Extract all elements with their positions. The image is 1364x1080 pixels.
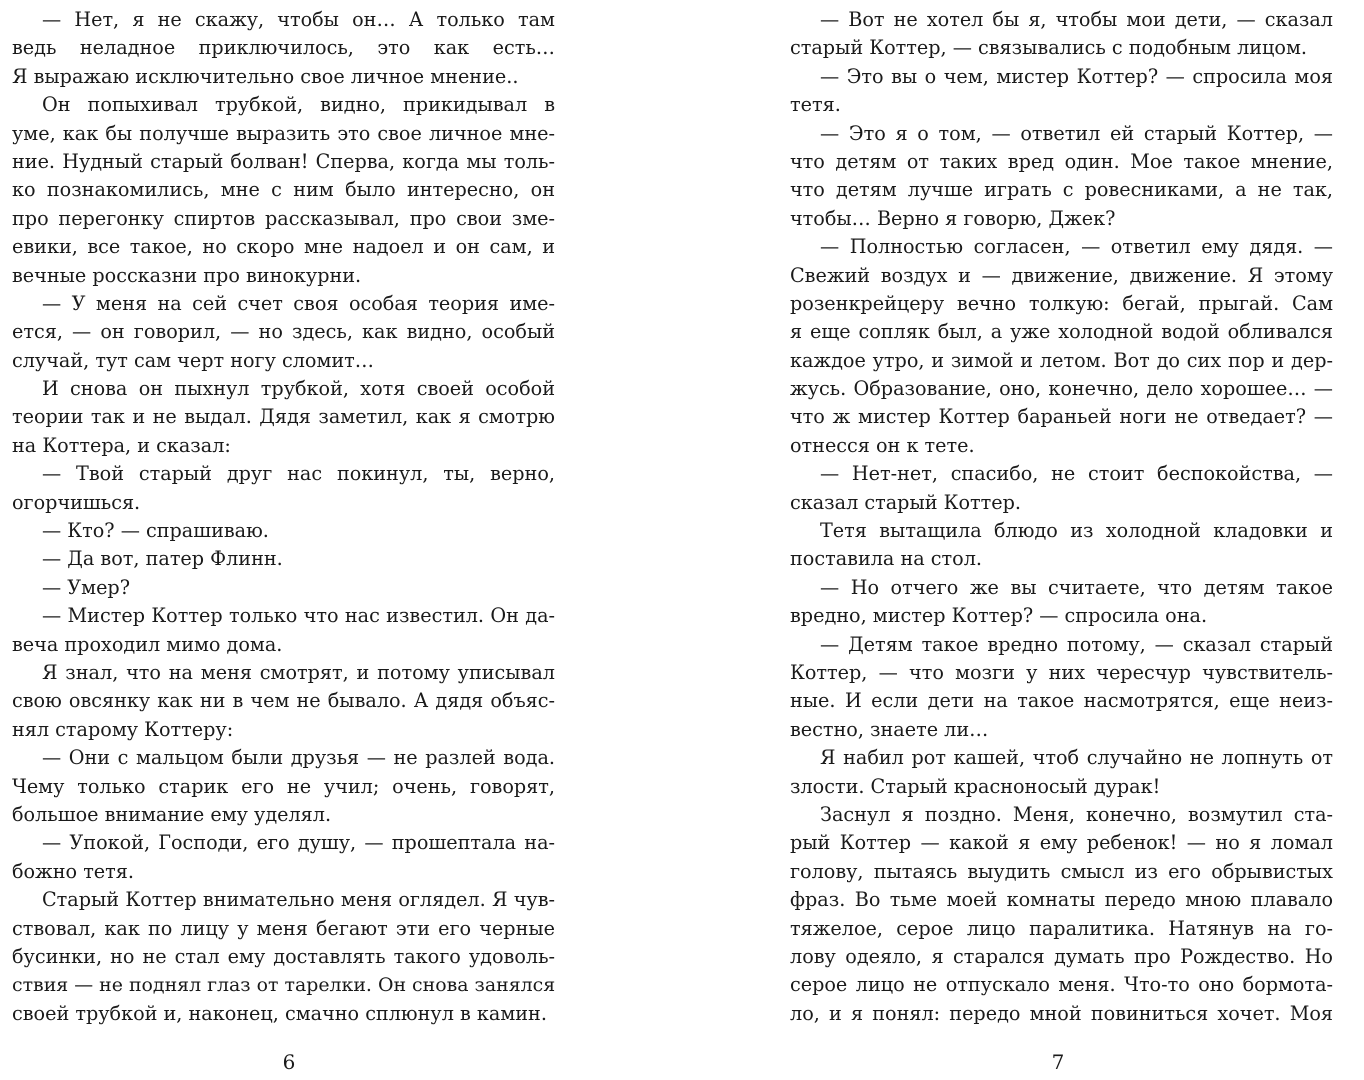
text-line: теории так и не выдал. Дядя заметил, как я смотрю [12,405,555,429]
text-line: Я знал, что на меня смотрят, и потому уписывал [42,660,555,684]
text-line: Заснул я поздно. Меня, конечно, возмутил ста- [820,802,1333,826]
text-line: тетя. [790,93,841,117]
text-line: — Упокой, Господи, его душу, — прошептала на- [42,831,555,855]
text-line: что детям от таких вред один. Мое такое мнение, [790,149,1333,173]
text-line: сказал старый Коттер. [790,490,1021,514]
text-line: ется, — он говорил, — но здесь, как видно, особый [12,320,555,344]
text-line: — Мистер Коттер только что нас известил. Он да- [42,604,555,628]
text-line: Я выражаю исключительно свое личное мнение.. [12,64,519,88]
page-number-right: 7 [1051,1050,1065,1074]
text-line: случай, тут сам черт ногу сломит… [12,348,374,372]
text-line: злости. Старый красноносый дурак! [790,774,1161,798]
text-line: — Нет-нет, спасибо, не стоит беспокойства, — [820,462,1333,486]
text-line: вредно, мистер Коттер? — спросила она. [790,604,1208,628]
text-line: каждое утро, и зимой и летом. Вот до сих пор и дер- [790,348,1333,372]
text-line: Старый Коттер внимательно меня оглядел. Я чув- [42,888,555,912]
text-line: евики, все такое, но скоро мне надоел и он сам, и [12,235,555,259]
text-line: бусинки, но не стал ему доставлять такого удоволь- [12,944,555,968]
text-line: я еще сопляк был, а уже холодной водой обливался [790,320,1333,344]
text-line: рый Коттер — какой я ему ребенок! — но я ломал [790,831,1333,855]
text-line: нял старому Коттеру: [12,717,234,741]
text-line: Я набил рот кашей, чтоб случайно не лопнуть от [820,746,1333,770]
text-line: про перегонку спиртов рассказывал, про свои зме- [12,206,555,230]
text-line: И снова он пыхнул трубкой, хотя своей особой [42,377,555,401]
text-line: своей трубкой и, наконец, смачно сплюнул в камин. [12,1001,547,1025]
text-line: ствовал, как по лицу у меня бегают эти его черные [12,916,555,940]
text-line: что ж мистер Коттер бараньей ноги не отведает? — [790,405,1333,429]
text-line: огорчишься. [12,490,141,514]
text-line: лову одеяло, я старался думать про Рождество. Но [790,944,1333,968]
text-line: ло, и я понял: передо мной повиниться хочет. Моя [790,1001,1333,1025]
text-line: жусь. Образование, оно, конечно, дело хорошее… — [790,377,1333,401]
text-line: отнесся он к тете. [790,433,975,457]
text-line: на Коттера, и сказал: [12,433,231,457]
text-line: — Да вот, патер Флинн. [42,547,283,571]
text-line: ко познакомились, мне с ним было интересно, он [12,178,555,202]
text-line: — У меня на сей счет своя особая теория име- [42,291,555,315]
text-line: уме, как бы получше выразить это свое личное мне- [12,121,555,145]
text-line: Чему только старик его не учил; очень, говорят, [12,774,555,798]
text-line: — Это я о том, — ответил ей старый Коттер, — [820,121,1333,145]
text-line: что детям лучше играть с ровесниками, а не так, [790,178,1333,202]
text-line: — Они с мальцом были друзья — не разлей вода. [42,746,555,770]
text-line: Коттер, — что мозги у них чересчур чувствитель- [790,660,1333,684]
text-line: — Умер? [42,575,131,599]
left-page [12,6,555,1028]
text-line: свою овсянку как ни в чем не бывало. А дядя объяс- [12,689,555,713]
text-line: чтобы… Верно я говорю, Джек? [790,206,1116,230]
text-line: ные. И если дети на такое насмотрятся, еще неиз- [790,689,1333,713]
text-line: ведь неладное приключилось, это как есть… [12,36,555,60]
text-line: ние. Нудный старый болван! Сперва, когда мы толь- [12,149,555,173]
text-line: Тетя вытащила блюдо из холодной кладовки и [820,519,1333,543]
text-line: вестно, знаете ли… [790,717,989,741]
text-line: поставила на стол. [790,547,982,571]
text-line: — Детям такое вредно потому, — сказал старый [820,632,1333,656]
text-line: вечные россказни про винокурни. [12,263,362,287]
text-line: розенкрейцеру вечно толкую: бегай, прыгай. Сам [790,291,1333,315]
text-line: Свежий воздух и — движение, движение. Я этому [790,263,1333,287]
page-number-left: 6 [282,1050,296,1074]
text-line: тяжелое, серое лицо паралитика. Натянув на го- [790,916,1333,940]
text-line: старый Коттер, — связывались с подобным лицом. [790,36,1307,60]
text-line: божно тетя. [12,859,134,883]
text-line: ствия — не поднял глаз от тарелки. Он снова занялся [12,974,556,997]
text-line: — Вот не хотел бы я, чтобы мои дети, — сказал [820,8,1333,31]
text-line: — Твой старый друг нас покинул, ты, верно, [42,462,555,486]
text-line: серое лицо не отпускало меня. Что-то оно бормота- [790,973,1333,997]
text-line: — Полностью согласен, — ответил ему дядя. — [820,235,1333,259]
text-line: — Нет, я не скажу, чтобы он… А только там [42,8,555,31]
text-line: веча проходил мимо дома. [12,632,283,656]
text-line: — Это вы о чем, мистер Коттер? — спросила моя [820,64,1333,88]
text-line: — Но отчего же вы считаете, что детям такое [820,575,1333,599]
text-line: фраз. Во тьме моей комнаты передо мною плавало [790,888,1333,912]
text-line: голову, пытаясь выудить смысл из его обрывистых [790,859,1333,883]
text-line: большое внимание ему уделял. [12,802,332,826]
right-page [790,6,1333,1028]
text-line: Он попыхивал трубкой, видно, прикидывал в [42,93,555,117]
text-line: — Кто? — спрашиваю. [42,519,269,543]
